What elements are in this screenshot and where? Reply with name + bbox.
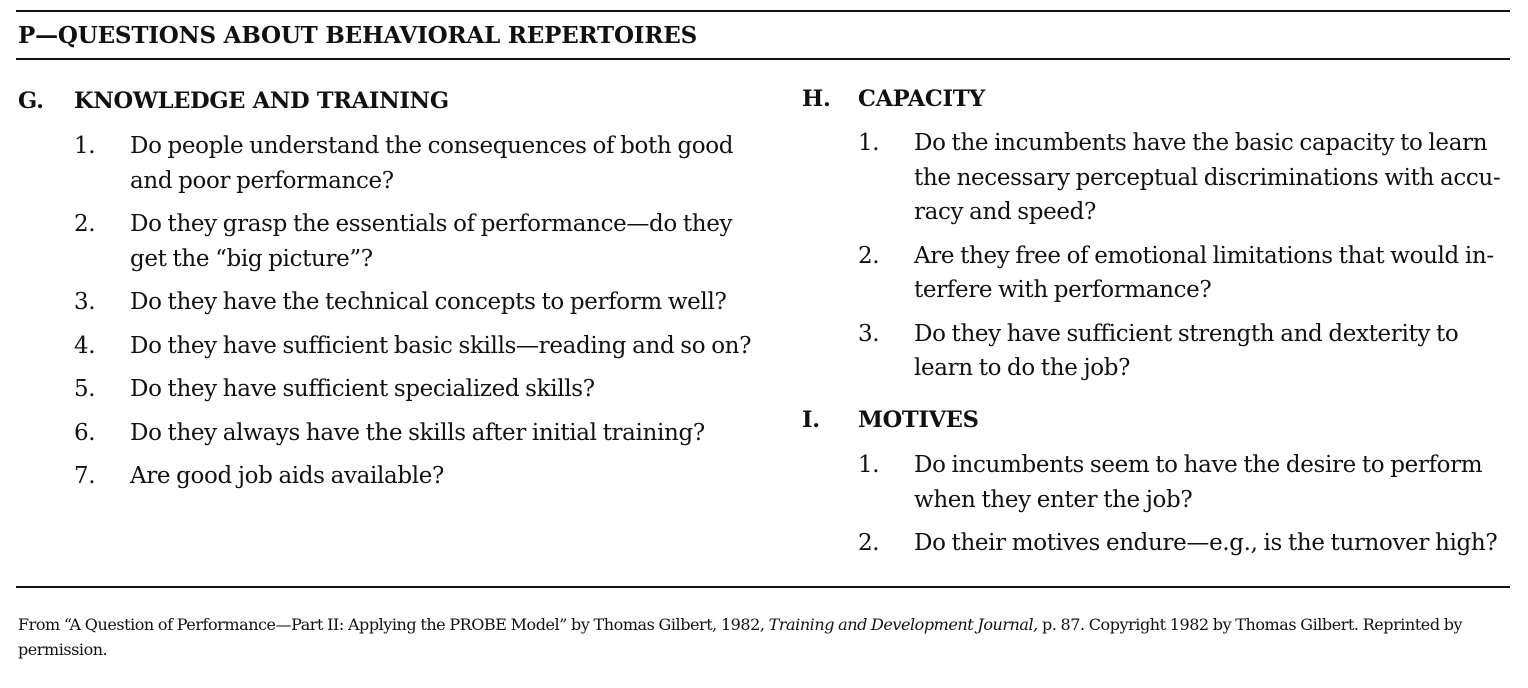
section-title: MOTIVES [858, 407, 979, 433]
section-letter: I. [802, 407, 820, 433]
item-text: Do they have sufficient specialized skills? [130, 376, 595, 402]
source-citation [18, 612, 1512, 662]
list-item [74, 372, 752, 407]
item-number: 7. [74, 463, 96, 489]
list-item [74, 129, 752, 198]
motives-list [858, 448, 1512, 570]
page-title: P—QUESTIONS ABOUT BEHAVIORAL REPERTOIRES [18, 22, 698, 49]
item-text: Do they grasp the essentials of performance—do they get the “big picture”? [130, 211, 733, 272]
title-rule [16, 58, 1510, 60]
item-text: Do they have sufficient strength and dexterity to learn to do the job? [914, 320, 1459, 381]
item-number: 5. [74, 376, 96, 402]
list-item [858, 526, 1512, 561]
list-item [858, 317, 1512, 386]
list-item [74, 416, 752, 451]
list-item [858, 126, 1512, 230]
item-text: Do their motives endure—e.g., is the turnover high? [914, 530, 1498, 556]
footer-rule [16, 586, 1510, 588]
item-number: 3. [858, 320, 880, 347]
item-number: 4. [74, 332, 96, 359]
section-title: KNOWLEDGE AND TRAINING [74, 88, 449, 114]
item-number: 1. [74, 133, 96, 159]
list-item [74, 329, 752, 364]
item-number: 2. [858, 242, 880, 269]
item-number: 1. [858, 452, 880, 478]
section-letter: G. [18, 88, 44, 114]
capacity-list [858, 126, 1512, 395]
knowledge-training-list [74, 129, 752, 503]
citation-text: From “A Question of Performance—Part II: Applying the PROBE Model” by Thomas Gilbert, 1982, [18, 615, 769, 634]
top-rule [16, 10, 1510, 12]
list-item [858, 239, 1512, 308]
item-text: Do they have sufficient basic skills—reading and so on? [130, 332, 752, 359]
section-title: CAPACITY [858, 86, 985, 112]
section-letter: H. [802, 86, 831, 112]
item-text: Do people understand the consequences of both good and poor performance? [130, 133, 734, 194]
list-item [74, 207, 752, 276]
item-number: 2. [74, 211, 96, 237]
journal-title: Training and Development Journal, [768, 615, 1038, 634]
item-text: Do they have the technical concepts to perform well? [130, 289, 727, 315]
item-text: Do the incumbents have the basic capacity to learn the necessary perceptual discriminations with accu-racy and speed? [914, 130, 1501, 225]
item-number: 6. [74, 419, 96, 446]
item-number: 2. [858, 530, 880, 556]
item-text: Do they always have the skills after initial training? [130, 419, 705, 446]
list-item [858, 448, 1512, 517]
item-number: 1. [858, 130, 880, 156]
item-number: 3. [74, 289, 96, 315]
list-item [74, 285, 752, 320]
item-text: Are they free of emotional limitations that would in-terfere with performance? [914, 242, 1494, 303]
list-item [74, 459, 752, 494]
item-text: Are good job aids available? [130, 463, 444, 489]
citation-text-end: p. 87. Copyright 1982 by Thomas Gilbert. Reprinted by permission. [18, 615, 1463, 659]
item-text: Do incumbents seem to have the desire to perform when they enter the job? [914, 452, 1483, 513]
